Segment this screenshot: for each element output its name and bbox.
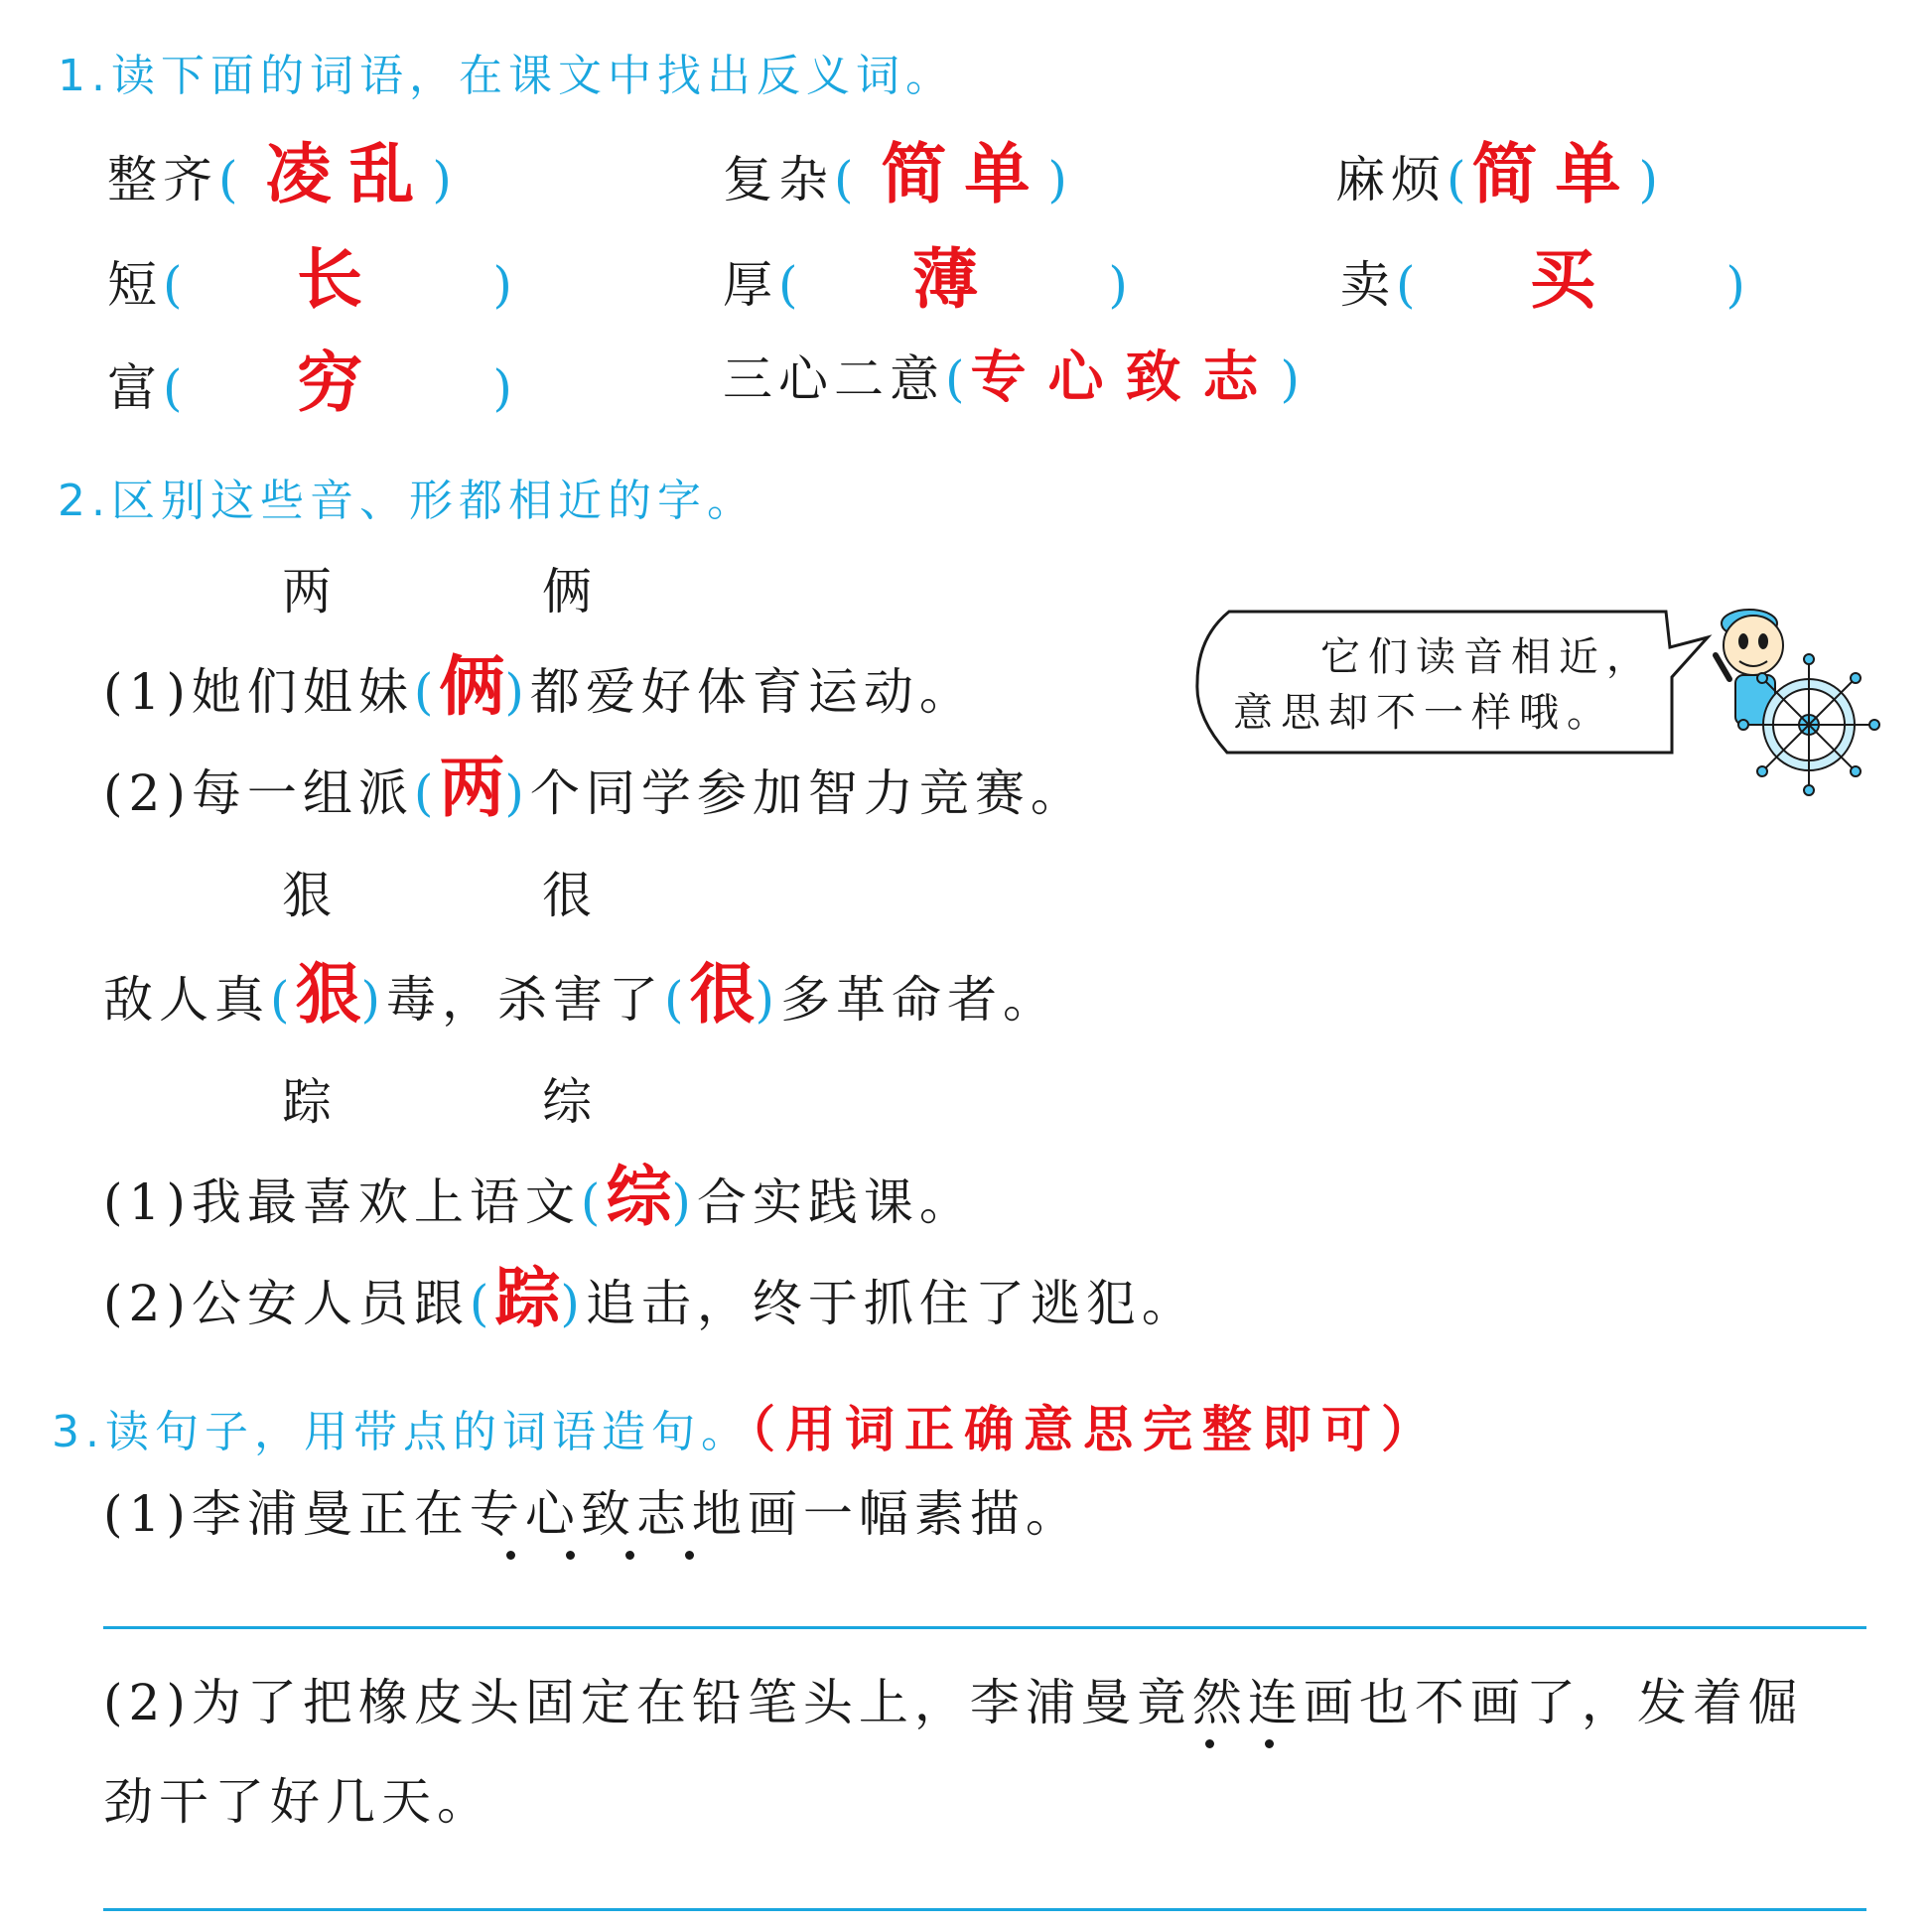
answer: 专心致志 [970,344,1281,410]
answer: 买 [1529,240,1595,318]
char-option: 俩 [542,563,592,620]
q2-heading: 2.区别这些音、形都相近的字。 [58,476,757,526]
cartoon-sailor-icon [1710,596,1884,804]
q1-item-1: 整齐( 凌乱) [107,135,458,212]
q2-sentence: (1)她们姐妹(俩)都爱好体育运动。 [103,647,975,725]
char-option: 两 [282,563,332,620]
q1-item-8: 三心二意(专心致志) [723,344,1307,410]
q1-item-7: 富( 穷 ) [107,344,518,421]
answer: 俩 [439,647,505,725]
char-option: 踪 [282,1073,332,1131]
q1-item-5: 厚( 薄 ) [723,240,1134,318]
emphasis-dot [1265,1739,1274,1748]
q1-item-3: 麻烦(简单) [1335,135,1665,212]
answer: 简单 [881,135,1048,212]
q3-sentence-2-cont: 劲干了好几天。 [103,1773,492,1831]
q2-sentence: 敌人真(狠)毒，杀害了(很)多革命者。 [103,955,1059,1033]
emphasis-dot [566,1551,575,1560]
char-option: 综 [542,1073,592,1131]
answer: 凌乱 [265,135,433,212]
bubble-line-2: 意思却不一样哦。 [1233,690,1614,736]
q3-sentence-2: (2)为了把橡皮头固定在铅笔头上，李浦曼竟然连画也不画了，发着倔 [103,1674,1804,1731]
emphasis-dot [685,1551,694,1560]
q1-item-4: 短( 长 ) [107,240,518,318]
answer: 两 [439,749,505,826]
answer-note: （用词正确意思完整即可） [750,1401,1441,1458]
q3-sentence-1: (1)李浦曼正在专心致志地画一幅素描。 [103,1485,1081,1543]
answer-line [103,1626,1866,1629]
q2-sentence: (2)每一组派(两)个同学参加智力竞赛。 [103,749,1086,826]
q1-heading: 1.读下面的词语，在课文中找出反义词。 [58,51,955,101]
char-option: 很 [542,867,592,924]
q2-sentence: (2)公安人员跟(踪)追击，终于抓住了逃犯。 [103,1259,1197,1336]
answer: 简单 [1471,135,1639,212]
answer: 综 [606,1158,672,1235]
answer: 狠 [295,955,361,1033]
answer: 踪 [494,1259,561,1336]
answer: 薄 [911,240,978,318]
answer: 很 [689,955,756,1033]
answer: 穷 [296,344,362,421]
bubble-line-1: 它们读音相近， [1320,634,1654,680]
emphasis-dot [1205,1739,1214,1748]
q2-sentence: (1)我最喜欢上语文(综)合实践课。 [103,1158,975,1235]
char-option: 狠 [282,867,332,924]
q1-item-2: 复杂( 简单) [723,135,1073,212]
q1-item-6: 卖( 买 ) [1340,240,1751,318]
q3-heading: 3.读句子，用带点的词语造句。（用词正确意思完整即可） [52,1401,1441,1458]
answer: 长 [296,240,362,318]
emphasis-dot [625,1551,634,1560]
answer-line [103,1908,1866,1911]
emphasis-dot [506,1551,515,1560]
